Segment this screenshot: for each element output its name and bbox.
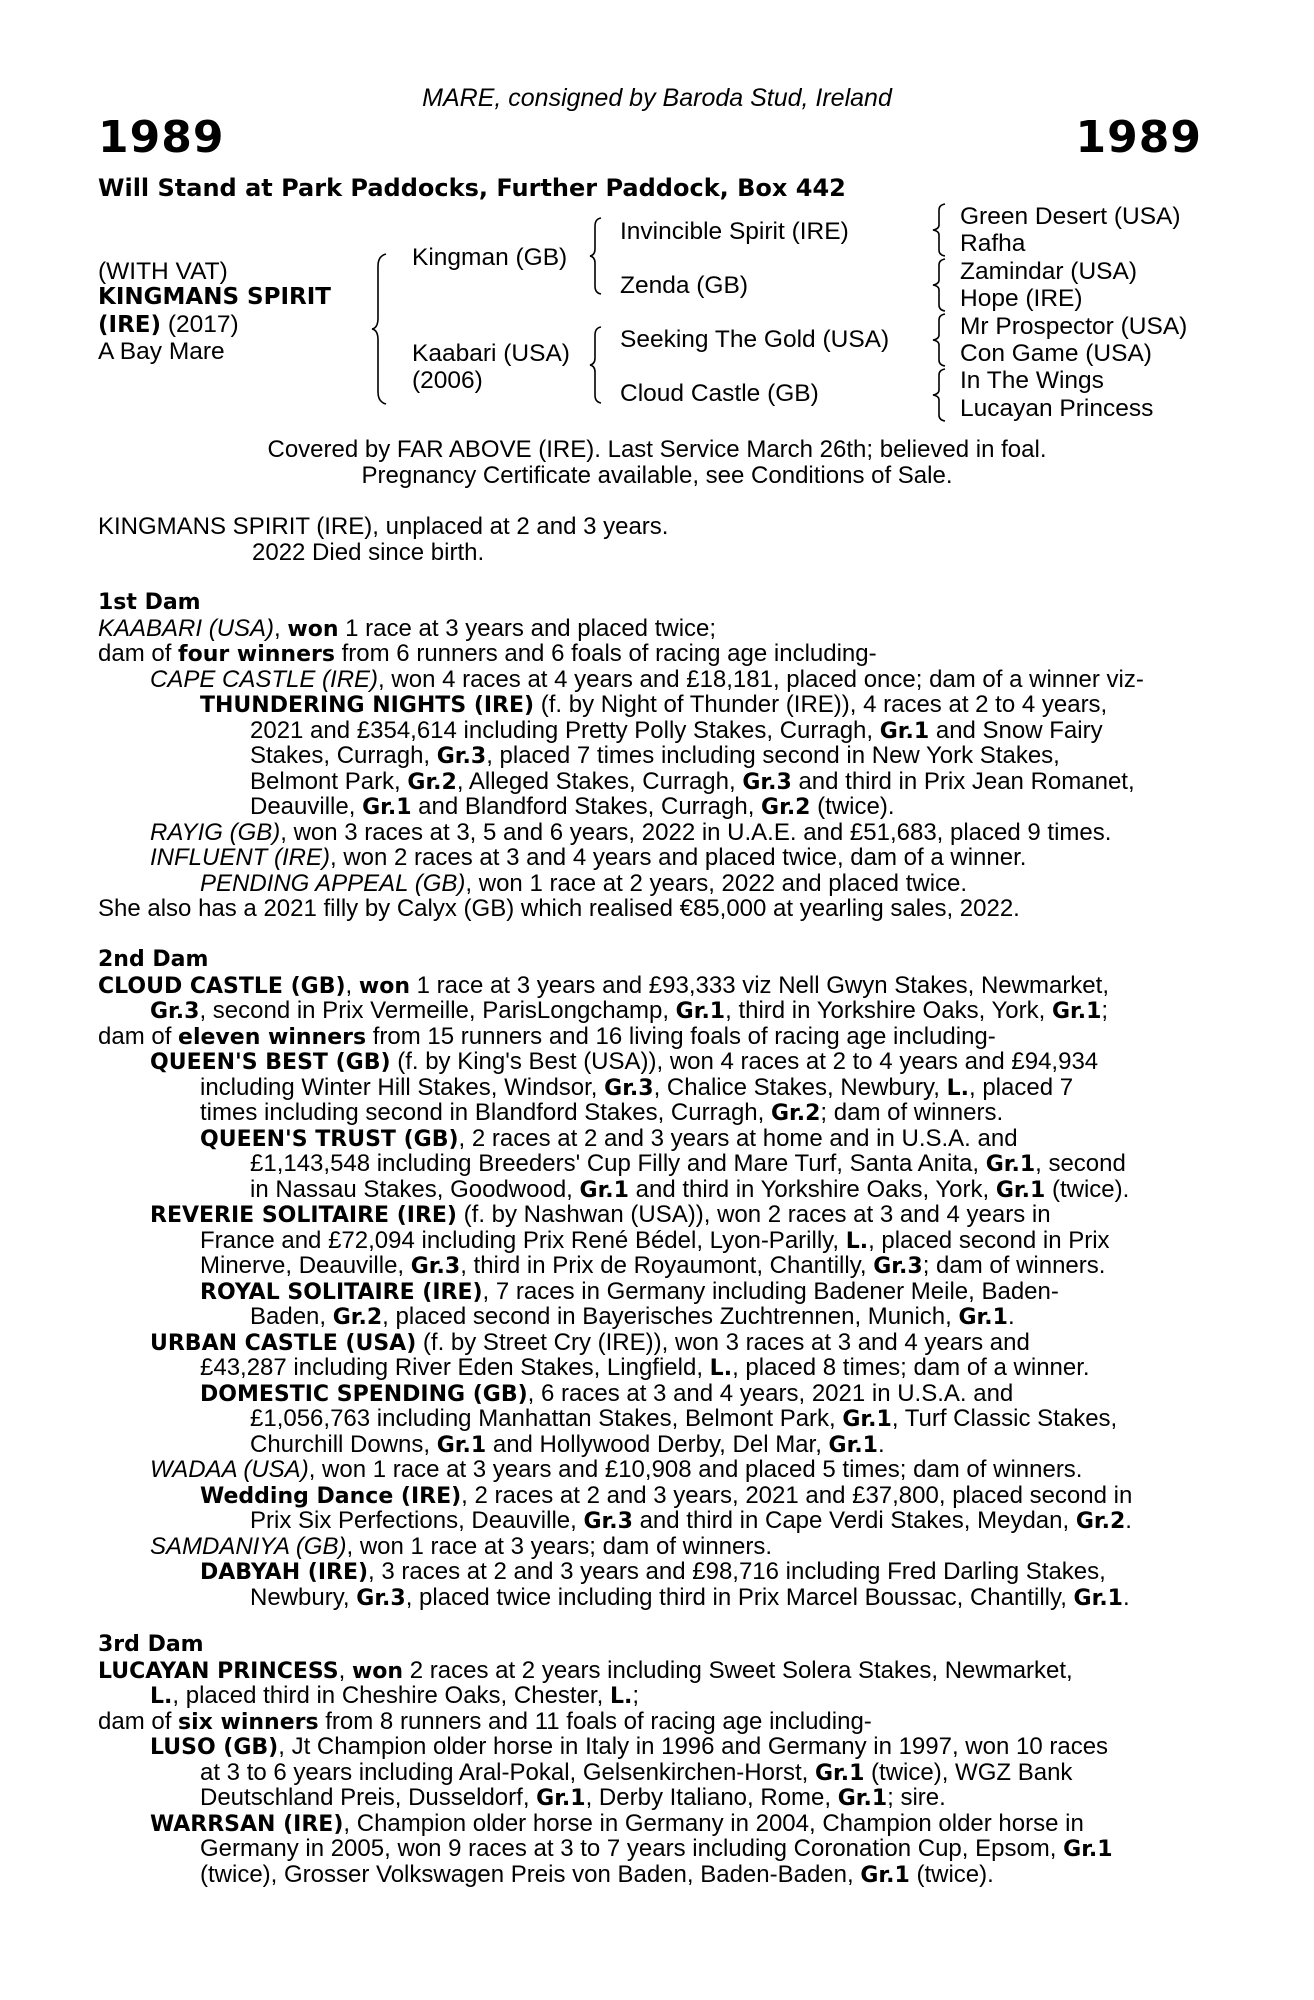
first-dam-section [98, 590, 1144, 922]
record-line [98, 1760, 1113, 1786]
bold-text: QUEEN'S TRUST (GB) [200, 1126, 459, 1152]
bold-text: Gr.1 [1051, 999, 1102, 1024]
text-run: Germany in 2005, won 9 races at 3 to 7 years including Coronation Cup, Epsom, [200, 1835, 1064, 1862]
text-run: Prix Six Perfections, Deauville, [250, 1507, 584, 1534]
record-line [98, 1585, 1132, 1611]
record-line [98, 743, 1144, 769]
text-run: , placed second in Prix [868, 1226, 1110, 1254]
text-run: . [877, 1430, 885, 1458]
text-run: Baden, [250, 1303, 333, 1330]
record-line [98, 973, 1132, 999]
text-run: , 7 races in Germany including Badener Meile, Baden- [482, 1277, 1059, 1305]
sire-name: Kingman (GB) [412, 244, 568, 271]
bold-text: ROYAL SOLITAIRE (IRE) [200, 1279, 483, 1305]
bold-text: Gr.3 [742, 769, 792, 795]
dam-year: (2006) [412, 367, 483, 394]
record-line [98, 1683, 1113, 1709]
text-run: from 8 runners and 11 foals of racing age including- [318, 1707, 872, 1735]
bold-text: REVERIE SOLITAIRE (IRE) [150, 1203, 457, 1228]
bold-text: DOMESTIC SPENDING (GB) [200, 1381, 528, 1407]
vat-note: (WITH VAT) [98, 258, 228, 285]
bold-text: Gr.1 [828, 1432, 878, 1458]
bold-text: Wedding Dance (IRE) [200, 1483, 462, 1509]
record-line [98, 616, 1144, 642]
sd-sire: Zamindar (USA) [960, 258, 1137, 285]
text-run: (twice), Grosser Volkswagen Preis von Baden, Baden-Baden, [200, 1860, 861, 1888]
record-line [98, 1483, 1132, 1509]
text-run: Stakes, Curragh, [250, 742, 437, 769]
bold-text: Gr.1 [814, 1760, 865, 1786]
sire-sire: Invincible Spirit (IRE) [620, 218, 849, 245]
text-run: (f. by Night of Thunder (IRE)), 4 races at 2 to 4 years, [534, 691, 1108, 718]
record-line [98, 769, 1144, 795]
text-run: and third in Prix Jean Romanet, [791, 767, 1135, 795]
horse-description: A Bay Mare [98, 338, 225, 365]
bold-text: Gr.1 [675, 999, 726, 1024]
text-run: , won 2 races at 3 and 4 years and placed twice, dam of a winner. [330, 844, 1027, 871]
text-run: £43,287 including River Eden Stakes, Lingfield, [200, 1354, 710, 1381]
record-line [98, 1658, 1113, 1684]
text-run: from 15 runners and 16 living foals of racing age including- [366, 1022, 996, 1050]
produce-line2: 2022 Died since birth. [252, 539, 485, 566]
bold-text: six winners [178, 1709, 319, 1735]
text-run: (twice), WGZ Bank [864, 1758, 1073, 1786]
text-run: , 2 races at 2 and 3 years, 2021 and £37,800, placed second in [461, 1481, 1133, 1509]
bold-text: Gr.2 [332, 1305, 383, 1330]
section-heading: 1st Dam [98, 590, 201, 615]
text-run: . [1125, 1507, 1132, 1534]
text-run: from 6 runners and 6 foals of racing age including- [334, 640, 877, 667]
bold-text: DABYAH (IRE) [200, 1560, 369, 1585]
bold-text: Gr.2 [761, 795, 811, 820]
record-line [98, 641, 1144, 667]
cover-note-line2: Pregnancy Certificate available, see Conditions of Sale. [361, 462, 953, 489]
text-run: 1 race at 3 years and £93,333 viz Nell Gwyn Stakes, Newmarket, [410, 971, 1109, 999]
dam-dam: Cloud Castle (GB) [620, 380, 819, 407]
text-run: Newbury, [250, 1583, 357, 1611]
text-run: She also has a 2021 filly by Calyx (GB) which realised €85,000 at yearling sales, 2022. [98, 895, 1020, 922]
bold-text: URBAN CASTLE (USA) [150, 1330, 417, 1356]
bold-text: Gr.1 [958, 1305, 1008, 1330]
record-line [98, 1508, 1132, 1534]
consignor-line: MARE, consigned by Baroda Stud, Ireland [422, 84, 892, 112]
text-run: , second in Prix Vermeille, ParisLongchamp, [199, 997, 676, 1024]
bold-text: Gr.2 [1075, 1509, 1126, 1534]
bold-text: Gr.3 [583, 1509, 633, 1534]
dam-name: Kaabari (USA) [412, 340, 570, 367]
text-run: , third in Prix de Royaumont, Chantilly, [460, 1252, 874, 1279]
stand-location: Will Stand at Park Paddocks, Further Paddock, Box 442 [98, 174, 846, 202]
record-line [98, 692, 1144, 718]
record-line [98, 998, 1132, 1024]
bold-text: Gr.3 [436, 744, 487, 769]
record-line [98, 1100, 1132, 1126]
record-line [98, 1836, 1113, 1862]
text-run: , 6 races at 3 and 4 years, 2021 in U.S.A. and [527, 1379, 1014, 1407]
text-run: at 3 to 6 years including Aral-Pokal, Gelsenkirchen-Horst, [200, 1758, 815, 1786]
bold-text: Gr.3 [356, 1585, 406, 1611]
text-run: (f. by Street Cry (IRE)), won 3 races at 3 and 4 years and [416, 1328, 1030, 1356]
italic-text: PENDING APPEAL (GB) [200, 869, 466, 897]
bold-text: L. [609, 1684, 633, 1709]
section-heading: 3rd Dam [98, 1632, 204, 1657]
text-run: , 3 races at 2 and 3 years and £98,716 including Fred Darling Stakes, [368, 1558, 1106, 1585]
bold-text: Gr.1 [579, 1177, 629, 1203]
text-run: £1,143,548 including Breeders' Cup Filly and Mare Turf, Santa Anita, [250, 1150, 986, 1177]
record-line [98, 1202, 1132, 1228]
bold-text: Gr.3 [410, 1254, 461, 1279]
bold-text: WARRSAN (IRE) [150, 1811, 344, 1837]
record-line [98, 1406, 1132, 1432]
record-line [98, 845, 1144, 871]
sire-dam: Zenda (GB) [620, 272, 748, 299]
italic-text: INFLUENT (IRE) [150, 844, 330, 871]
text-run: ; sire. [887, 1784, 946, 1811]
bold-text: Gr.1 [995, 1177, 1046, 1203]
text-run: , Alleged Stakes, Curragh, [456, 767, 743, 795]
text-run: in Nassau Stakes, Goodwood, [250, 1175, 580, 1203]
bold-text: Gr.2 [407, 769, 457, 795]
text-run: and third in Yorkshire Oaks, York, [628, 1175, 996, 1203]
record-line [98, 1381, 1132, 1407]
bold-text: Gr.1 [362, 795, 412, 820]
gen1-brace-icon [370, 252, 390, 407]
section-heading: 2nd Dam [98, 947, 209, 972]
dam-sire: Seeking The Gold (USA) [620, 326, 890, 353]
text-run: ; [1101, 997, 1109, 1024]
bold-text: Gr.3 [604, 1075, 654, 1101]
second-dam-section [98, 947, 1132, 1610]
dd-sire: In The Wings [960, 367, 1104, 394]
text-run: dam of [98, 1707, 179, 1735]
text-run: ; dam of winners. [820, 1099, 1004, 1126]
bold-text: won [358, 973, 410, 999]
text-run: times including second in Blandford Stakes, Curragh, [200, 1099, 771, 1126]
text-run: (twice). [1045, 1175, 1130, 1203]
italic-text: SAMDANIYA (GB) [150, 1532, 347, 1560]
text-run: , Chalice Stakes, Newbury, [653, 1073, 947, 1101]
horse-country: (IRE) [98, 312, 162, 338]
record-line [98, 1228, 1132, 1254]
gen3-brace-1-icon [930, 202, 950, 258]
gen3-brace-2-icon [930, 257, 950, 313]
text-run: , placed twice including third in Prix Marcel Boussac, Chantilly, [405, 1583, 1074, 1611]
text-run: , won 3 races at 3, 5 and 6 years, 2022 in U.A.E. and £51,683, placed 9 times. [280, 818, 1112, 846]
record-line [98, 1126, 1132, 1152]
italic-text: KAABARI (USA) [98, 614, 275, 642]
text-run: 2021 and £354,614 including Pretty Polly Stakes, Curragh, [250, 716, 880, 744]
bold-text: LUSO (GB) [150, 1735, 279, 1760]
text-run: and Snow Fairy [929, 716, 1103, 744]
text-run: , 2 races at 2 and 3 years at home and in U.S.A. and [458, 1124, 1018, 1152]
text-run: , [345, 971, 359, 999]
text-run: . [1007, 1303, 1015, 1330]
text-run: and Blandford Stakes, Curragh, [411, 793, 762, 820]
record-line [98, 871, 1144, 897]
bold-text: QUEEN'S BEST (GB) [150, 1050, 391, 1075]
text-run: ; dam of winners. [922, 1252, 1106, 1279]
record-line [98, 1024, 1132, 1050]
record-line [98, 820, 1144, 846]
gen3-brace-3-icon [930, 312, 950, 368]
dam-brace-icon [588, 325, 604, 405]
horse-name: KINGMANS SPIRIT [98, 284, 331, 310]
bold-text: L. [150, 1684, 173, 1709]
record-line [98, 1151, 1132, 1177]
bold-text: Gr.1 [1063, 1837, 1113, 1862]
text-run: , won 1 race at 3 years; dam of winners. [346, 1532, 773, 1560]
bold-text: L. [845, 1228, 869, 1254]
dd-dam: Lucayan Princess [960, 395, 1154, 422]
record-line [98, 1862, 1113, 1888]
text-run: Belmont Park, [250, 767, 408, 795]
bold-text: won [287, 616, 339, 642]
produce-line1: KINGMANS SPIRIT (IRE), unplaced at 2 and 3 years. [98, 513, 669, 540]
bold-text: four winners [178, 642, 335, 667]
text-run: , Derby Italiano, Rome, [585, 1784, 838, 1811]
text-run: , [274, 614, 288, 642]
text-run: Deutschland Preis, Dusseldorf, [200, 1784, 537, 1811]
sd-dam: Hope (IRE) [960, 285, 1083, 312]
text-run: , [338, 1656, 352, 1684]
bold-text: Gr.1 [536, 1786, 586, 1811]
record-line [98, 896, 1144, 922]
ds-dam: Con Game (USA) [960, 340, 1152, 367]
text-run: , Jt Champion older horse in Italy in 1996 and Germany in 1997, won 10 races [278, 1733, 1109, 1760]
record-line [98, 1734, 1113, 1760]
text-run: ; [632, 1682, 639, 1709]
record-line [98, 1559, 1132, 1585]
bold-text: Gr.1 [860, 1862, 910, 1888]
italic-text: RAYIG (GB) [150, 818, 281, 846]
record-line [98, 1279, 1132, 1305]
third-dam-section [98, 1632, 1113, 1887]
record-line [98, 1785, 1113, 1811]
text-run: and Hollywood Derby, Del Mar, [486, 1430, 829, 1458]
text-run: (f. by King's Best (USA)), won 4 races at 2 to 4 years and £94,934 [390, 1048, 1099, 1075]
bold-text: Gr.2 [770, 1101, 821, 1126]
text-run: and third in Cape Verdi Stakes, Meydan, [632, 1507, 1076, 1534]
bold-text: LUCAYAN PRINCESS [98, 1658, 339, 1684]
bold-text: won [351, 1658, 404, 1684]
bold-text: L. [946, 1075, 969, 1101]
text-run: , won 1 race at 2 years, 2022 and placed twice. [465, 869, 968, 897]
record-line [98, 1253, 1132, 1279]
sire-brace-icon [588, 216, 604, 296]
record-line [98, 1075, 1132, 1101]
text-run: dam of [98, 640, 179, 667]
italic-text: CAPE CASTLE (IRE) [150, 665, 379, 693]
record-line [98, 1709, 1113, 1735]
record-line [98, 1432, 1132, 1458]
lot-number-left: 1989 [98, 112, 225, 163]
record-line [98, 1355, 1132, 1381]
text-run: , placed second in Bayerisches Zuchtrennen, Munich, [382, 1303, 959, 1330]
record-line [98, 1534, 1132, 1560]
record-line [98, 1304, 1132, 1330]
horse-origin-year [98, 311, 239, 339]
bold-text: Gr.1 [842, 1407, 892, 1432]
bold-text: eleven winners [178, 1024, 367, 1050]
record-line [98, 1049, 1132, 1075]
bold-text: Gr.1 [1073, 1585, 1123, 1611]
lot-number-right: 1989 [1075, 112, 1202, 163]
italic-text: WADAA (USA) [150, 1456, 309, 1483]
text-run: (f. by Nashwan (USA)), won 2 races at 3 and 4 years in [457, 1201, 1051, 1228]
bold-text: Gr.1 [879, 718, 930, 744]
cover-note-line1: Covered by FAR ABOVE (IRE). Last Service March 26th; believed in foal. [267, 436, 1047, 463]
horse-year: (2017) [161, 311, 239, 338]
record-line [98, 1177, 1132, 1203]
bold-text: Gr.3 [873, 1254, 923, 1279]
ds-sire: Mr Prospector (USA) [960, 313, 1188, 340]
ss-dam: Rafha [960, 230, 1026, 257]
text-run: , Turf Classic Stakes, [891, 1405, 1118, 1432]
text-run: , won 1 race at 3 years and £10,908 and placed 5 times; dam of winners. [308, 1456, 1083, 1483]
text-run: (twice). [810, 793, 895, 820]
record-line [98, 1457, 1132, 1483]
bold-text: THUNDERING NIGHTS (IRE) [200, 693, 535, 718]
bold-text: Gr.1 [436, 1432, 487, 1458]
record-line [98, 794, 1144, 820]
text-run: Churchill Downs, [250, 1430, 437, 1458]
text-run: , second [1035, 1150, 1126, 1177]
text-run: , placed 8 times; dam of a winner. [732, 1354, 1090, 1381]
text-run: 2 races at 2 years including Sweet Solera Stakes, Newmarket, [403, 1656, 1073, 1684]
record-line [98, 718, 1144, 744]
text-run: , third in Yorkshire Oaks, York, [725, 997, 1052, 1024]
text-run: . [1122, 1583, 1130, 1611]
bold-text: Gr.3 [150, 999, 200, 1024]
text-run: , placed third in Cheshire Oaks, Chester, [172, 1682, 610, 1709]
text-run: , placed 7 times including second in New York Stakes, [486, 742, 1060, 769]
record-line [98, 1330, 1132, 1356]
text-run: (twice). [909, 1860, 994, 1888]
text-run: dam of [98, 1022, 179, 1050]
text-run: including Winter Hill Stakes, Windsor, [200, 1073, 605, 1101]
bold-text: Gr.1 [985, 1152, 1036, 1177]
text-run: , Champion older horse in Germany in 2004, Champion older horse in [343, 1809, 1084, 1837]
ss-sire: Green Desert (USA) [960, 203, 1181, 230]
bold-text: Gr.1 [837, 1786, 888, 1811]
text-run: , placed 7 [969, 1073, 1074, 1101]
text-run: 1 race at 3 years and placed twice; [338, 614, 717, 642]
bold-text: CLOUD CASTLE (GB) [98, 973, 346, 999]
text-run: France and £72,094 including Prix René Bédel, Lyon-Parilly, [200, 1226, 846, 1254]
record-line [98, 667, 1144, 693]
record-line [98, 1811, 1113, 1837]
bold-text: L. [709, 1356, 733, 1381]
text-run: £1,056,763 including Manhattan Stakes, Belmont Park, [250, 1405, 843, 1432]
gen3-brace-4-icon [930, 367, 950, 423]
text-run: Minerve, Deauville, [200, 1252, 411, 1279]
text-run: , won 4 races at 4 years and £18,181, placed once; dam of a winner viz- [378, 665, 1144, 693]
text-run: Deauville, [250, 793, 363, 820]
